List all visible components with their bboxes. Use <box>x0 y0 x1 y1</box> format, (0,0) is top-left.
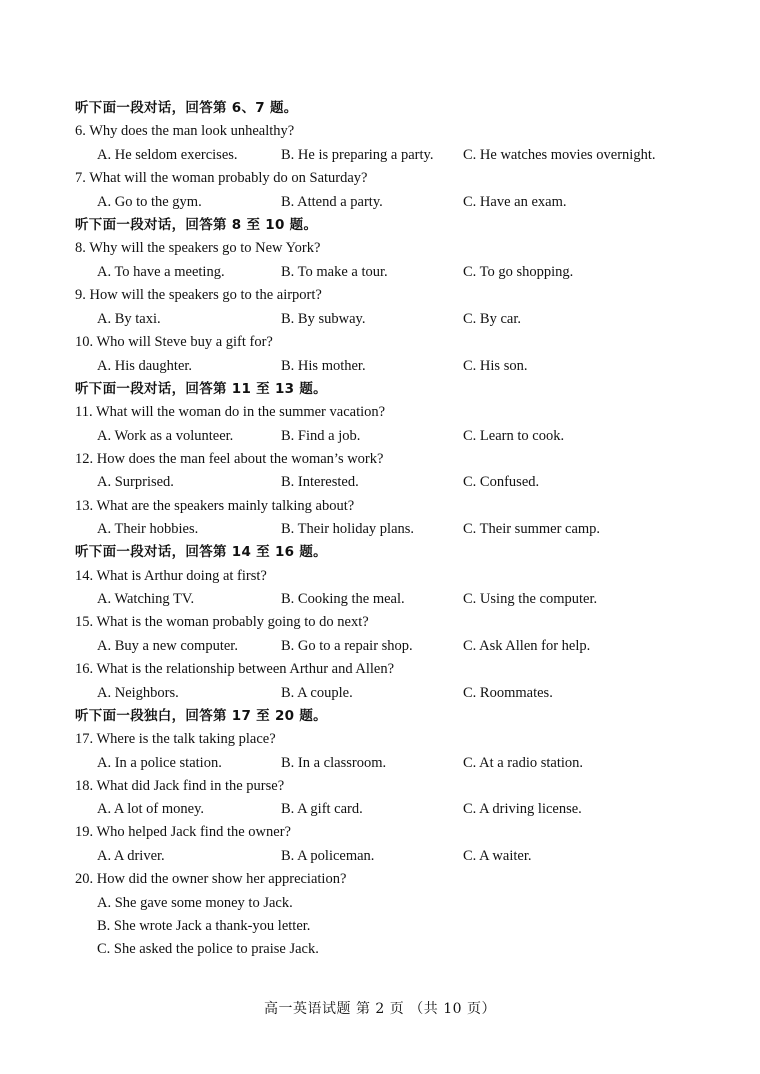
option-c: C. Roommates. <box>463 685 553 701</box>
option-c: C. Learn to cook. <box>463 428 565 444</box>
question-stem: 18. What did Jack find in the purse? <box>75 778 285 794</box>
section-heading: 听下面一段对话，回答第 14 至 16 题。 <box>75 544 327 560</box>
section-heading: 听下面一段对话，回答第 8 至 10 题。 <box>75 217 318 233</box>
option-b: B. To make a tour. <box>281 264 388 280</box>
page-footer: 高一英语试题 第 2 页 （共 10 页） <box>264 1001 496 1017</box>
option-row <box>0 520 760 538</box>
option-c: C. At a radio station. <box>463 755 584 771</box>
option-c: C. A driving license. <box>463 801 582 817</box>
section-heading: 听下面一段独白，回答第 17 至 20 题。 <box>75 708 327 724</box>
option-a: A. She gave some money to Jack. <box>97 895 293 911</box>
question-stem: 9. How will the speakers go to the airport? <box>75 287 322 303</box>
option-row <box>0 263 760 281</box>
option-c: C. He watches movies overnight. <box>463 147 656 163</box>
option-b: B. Go to a repair shop. <box>281 638 413 654</box>
option-c: C. To go shopping. <box>463 264 574 280</box>
option-c: C. Confused. <box>463 474 540 490</box>
question-stem: 17. Where is the talk taking place? <box>75 731 276 747</box>
option-b: B. A couple. <box>281 685 353 701</box>
question-stem: 10. Who will Steve buy a gift for? <box>75 334 273 350</box>
option-b: B. Find a job. <box>281 428 361 444</box>
option-row <box>0 847 760 865</box>
option-a: A. By taxi. <box>97 311 161 327</box>
option-b: B. A policeman. <box>281 848 375 864</box>
question-stem: 15. What is the woman probably going to do next? <box>75 614 369 630</box>
option-b: B. A gift card. <box>281 801 363 817</box>
option-b: B. His mother. <box>281 358 366 374</box>
option-row <box>0 754 760 772</box>
option-b: B. In a classroom. <box>281 755 387 771</box>
question-stem: 20. How did the owner show her appreciation? <box>75 871 347 887</box>
option-c: C. Using the computer. <box>463 591 598 607</box>
option-a: A. Watching TV. <box>97 591 195 607</box>
option-b: B. Cooking the meal. <box>281 591 405 607</box>
option-a: A. His daughter. <box>97 358 193 374</box>
section-heading: 听下面一段对话，回答第 6、7 题。 <box>75 100 298 116</box>
option-row <box>0 637 760 655</box>
option-row <box>0 427 760 445</box>
option-row <box>0 590 760 608</box>
question-stem: 12. How does the man feel about the woman’s work? <box>75 451 384 467</box>
option-a: A. Their hobbies. <box>97 521 199 537</box>
option-c: C. She asked the police to praise Jack. <box>97 941 319 957</box>
question-stem: 7. What will the woman probably do on Saturday? <box>75 170 368 186</box>
option-row <box>0 473 760 491</box>
question-stem: 14. What is Arthur doing at first? <box>75 568 267 584</box>
option-c: C. Their summer camp. <box>463 521 601 537</box>
question-stem: 13. What are the speakers mainly talking about? <box>75 498 355 514</box>
option-a: A. To have a meeting. <box>97 264 225 280</box>
option-a: A. He seldom exercises. <box>97 147 238 163</box>
option-b: B. He is preparing a party. <box>281 147 434 163</box>
option-c: C. Have an exam. <box>463 194 567 210</box>
option-row <box>0 146 760 164</box>
option-a: A. Go to the gym. <box>97 194 202 210</box>
option-c: C. Ask Allen for help. <box>463 638 591 654</box>
option-row <box>0 684 760 702</box>
question-stem: 6. Why does the man look unhealthy? <box>75 123 295 139</box>
option-a: A. A driver. <box>97 848 165 864</box>
option-row <box>0 357 760 375</box>
option-b: B. By subway. <box>281 311 366 327</box>
option-b: B. Interested. <box>281 474 359 490</box>
option-c: C. By car. <box>463 311 521 327</box>
option-b: B. She wrote Jack a thank-you letter. <box>97 918 311 934</box>
question-stem: 19. Who helped Jack find the owner? <box>75 824 291 840</box>
option-row <box>0 310 760 328</box>
option-a: A. Work as a volunteer. <box>97 428 234 444</box>
option-a: A. Neighbors. <box>97 685 179 701</box>
option-a: A. In a police station. <box>97 755 222 771</box>
option-a: A. Buy a new computer. <box>97 638 238 654</box>
option-row <box>0 800 760 818</box>
option-c: C. A waiter. <box>463 848 532 864</box>
option-c: C. His son. <box>463 358 528 374</box>
question-stem: 16. What is the relationship between Arthur and Allen? <box>75 661 395 677</box>
question-stem: 8. Why will the speakers go to New York? <box>75 240 321 256</box>
question-stem: 11. What will the woman do in the summer vacation? <box>75 404 386 420</box>
section-heading: 听下面一段对话，回答第 11 至 13 题。 <box>75 381 327 397</box>
option-row <box>0 193 760 211</box>
option-a: A. A lot of money. <box>97 801 205 817</box>
option-b: B. Attend a party. <box>281 194 383 210</box>
option-b: B. Their holiday plans. <box>281 521 415 537</box>
option-a: A. Surprised. <box>97 474 174 490</box>
